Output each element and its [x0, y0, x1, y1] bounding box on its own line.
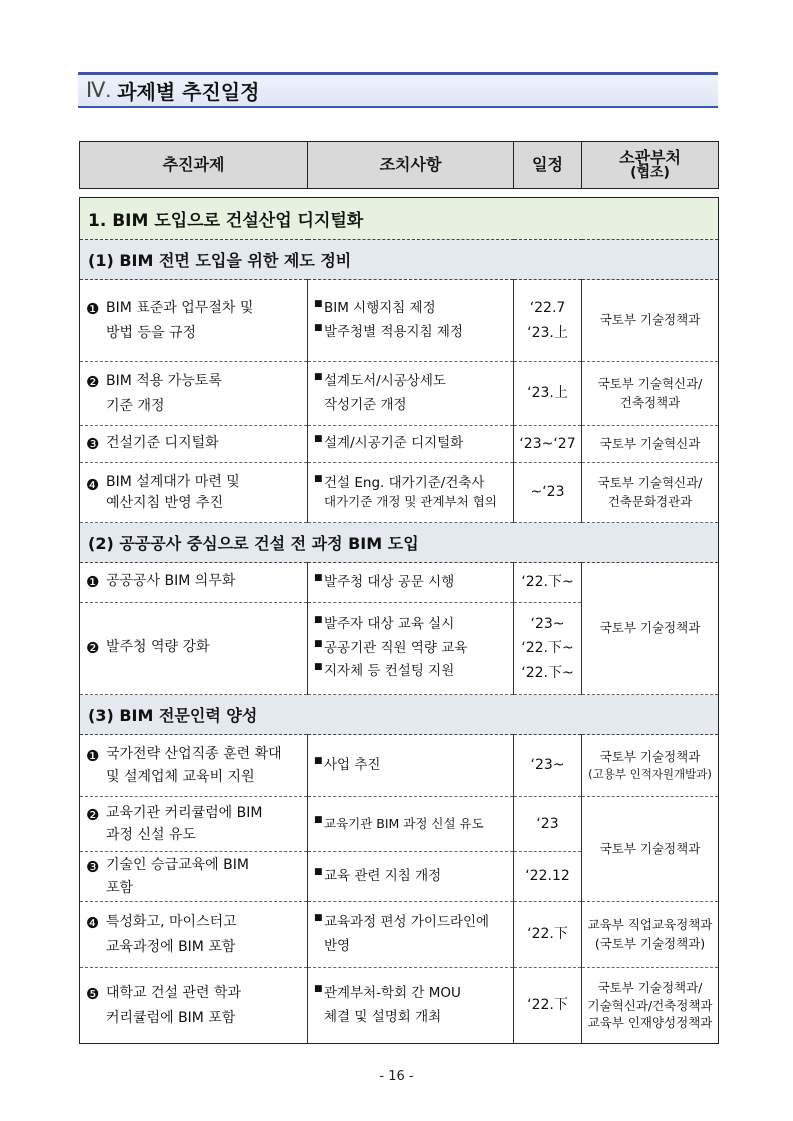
action-text: 건설 Eng. 대가기준/건축사 — [324, 475, 485, 491]
item-number-icon: ❶ — [86, 300, 100, 318]
schedule-table — [79, 141, 719, 1044]
schedule-text: ‘22.下~ — [521, 640, 574, 657]
dept-text: (고용부 인적자원개발과) — [588, 767, 712, 782]
header-dept-sub: (협조) — [630, 165, 670, 182]
schedule-text: ‘22.下~ — [514, 563, 582, 603]
header-dept-label: 소관부처 — [619, 147, 681, 167]
action-text: 발주청 대상 공문 시행 — [324, 573, 455, 590]
action-text: 사업 추진 — [324, 756, 381, 773]
item-number-icon: ❸ — [86, 434, 100, 453]
item-number-icon: ❹ — [86, 475, 100, 494]
task-text: BIM 설계대가 마련 및 — [106, 473, 240, 490]
bullet-icon: ■ — [314, 322, 323, 333]
task-text: 기준 개정 — [106, 397, 165, 414]
task-text: 예산지침 반영 추진 — [106, 494, 224, 511]
subsection-3-label: (3) BIM 전문인력 양성 — [80, 695, 719, 735]
action-text: 발주자 대상 교육 실시 — [324, 616, 455, 633]
schedule-text: ‘23 — [514, 797, 582, 852]
task-text: 커리큘럼에 BIM 포함 — [106, 1009, 236, 1026]
action-text: 대가기준 개정 및 관계부처 협의 — [324, 494, 497, 510]
schedule-text: ‘23~ — [530, 615, 565, 632]
header-action: 조치사항 — [308, 142, 514, 189]
dept-text: 국토부 기술정책과 — [582, 280, 719, 362]
bullet-icon: ■ — [314, 298, 323, 309]
dept-text: (국토부 기술정책과) — [594, 935, 706, 951]
bullet-icon: ■ — [314, 755, 323, 766]
bullet-icon: ■ — [314, 983, 323, 994]
task-text: 기술인 승급교육에 BIM — [106, 857, 249, 874]
task-text: 국가전략 산업직종 훈련 확대 — [106, 746, 282, 763]
action-text: 반영 — [324, 937, 351, 954]
table-row — [80, 463, 719, 523]
schedule-text: ‘23.上 — [514, 362, 582, 426]
item-number-icon: ❷ — [86, 639, 100, 658]
schedule-text: ‘22.下~ — [521, 664, 574, 681]
task-text: 대학교 건설 관련 학과 — [106, 985, 242, 1001]
header-dept — [582, 142, 719, 189]
dept-text: 국토부 기술정책과 — [582, 797, 719, 902]
schedule-text: ‘22.12 — [514, 852, 582, 902]
action-text: 관계부처-학회 간 MOU — [324, 984, 461, 1001]
action-text: 지자체 등 컨설팅 지원 — [324, 663, 455, 680]
title-box — [78, 75, 718, 108]
schedule-text: ‘23~‘27 — [514, 426, 582, 463]
subsection-2-label: (2) 공공공사 중심으로 건설 전 과정 BIM 도입 — [80, 523, 719, 563]
bullet-icon: ■ — [314, 474, 323, 484]
item-number-icon: ❶ — [86, 573, 100, 592]
task-text: BIM 표준과 업무절차 및 — [106, 300, 254, 316]
action-text: BIM 시행지침 제정 — [324, 299, 436, 316]
dept-text: 국토부 기술정책과 — [599, 749, 701, 765]
dept-text: 국토부 기술혁신과/ — [597, 475, 703, 491]
item-number-icon: ❺ — [86, 985, 100, 1003]
dept-text: 국토부 기술정책과 — [582, 563, 719, 695]
dept-text: 건축문화경관과 — [607, 493, 693, 509]
schedule-text: ‘22.下 — [514, 902, 582, 968]
header-task: 추진과제 — [80, 142, 308, 189]
bullet-icon: ■ — [314, 371, 323, 382]
table-row — [80, 563, 719, 603]
page-number: - 16 - — [379, 1069, 414, 1084]
table-row — [80, 280, 719, 362]
page-title: 과제별 추진일정 — [117, 80, 260, 104]
subsection-1-label: (1) BIM 전면 도입을 위한 제도 정비 — [80, 240, 719, 280]
dept-text: 교육부 직업교육정책과 — [587, 917, 713, 933]
subsection-2-row — [80, 523, 719, 563]
task-text: BIM 적용 가능토록 — [106, 373, 222, 389]
schedule-text: ‘22.下 — [514, 968, 582, 1044]
action-text: 발주청별 적용지침 제정 — [324, 323, 463, 340]
bullet-icon: ■ — [314, 572, 323, 583]
bullet-icon: ■ — [314, 434, 323, 445]
action-text: 설계도서/시공상세도 — [324, 372, 446, 389]
item-number-icon: ❸ — [86, 858, 100, 877]
bullet-icon: ■ — [314, 912, 323, 923]
section-title-bar — [78, 72, 718, 108]
dept-text: 교육부 인재양성정책과 — [587, 1015, 713, 1031]
dept-text: 건축정책과 — [619, 394, 681, 410]
bullet-icon: ■ — [314, 662, 323, 673]
schedule-text: ‘22.7 — [529, 300, 566, 316]
bullet-icon: ■ — [314, 866, 323, 877]
table-row — [80, 797, 719, 852]
bullet-icon: ■ — [314, 638, 323, 649]
subsection-1-row — [80, 240, 719, 280]
dept-text: 국토부 기술혁신과 — [582, 426, 719, 463]
schedule-text: ‘23~ — [514, 735, 582, 797]
schedule-text: ~‘23 — [514, 463, 582, 523]
task-text: 방법 등을 규정 — [106, 324, 197, 341]
task-text: 발주청 역량 강화 — [106, 639, 210, 656]
action-text: 교육과정 편성 가이드라인에 — [324, 913, 490, 930]
task-text: 교육기관 커리큘럼에 BIM — [106, 804, 263, 821]
dept-text: 국토부 기술혁신과/ — [597, 376, 703, 392]
item-number-icon: ❷ — [86, 373, 100, 391]
task-text: 및 설계업체 교육비 지원 — [106, 768, 255, 785]
bullet-icon: ■ — [314, 615, 323, 626]
item-number-icon: ❷ — [86, 805, 100, 824]
table-row — [80, 902, 719, 968]
title-number: Ⅳ. — [86, 79, 112, 102]
bullet-icon: ■ — [314, 815, 323, 826]
task-text: 교육과정에 BIM 포함 — [106, 938, 236, 955]
task-text: 과정 신설 유도 — [106, 827, 197, 843]
action-text: 설계/시공기준 디지털화 — [324, 435, 464, 452]
task-text: 포함 — [106, 879, 134, 896]
schedule-text: ‘23.上 — [527, 324, 568, 341]
table-row — [80, 968, 719, 1044]
table-row — [80, 735, 719, 797]
section-1-row — [80, 198, 719, 240]
header-schedule: 일정 — [514, 142, 582, 189]
action-text: 공공기관 직원 역량 교육 — [324, 639, 468, 656]
dept-text: 국토부 기술정책과/ — [597, 980, 703, 996]
action-text: 교육기관 BIM 과정 신설 유도 — [324, 816, 484, 832]
task-text: 특성화고, 마이스터고 — [106, 914, 237, 930]
task-text: 공공공사 BIM 의무화 — [106, 573, 236, 590]
dept-text: 기술혁신과/건축정책과 — [587, 997, 713, 1013]
action-text: 작성기준 개정 — [324, 396, 407, 413]
item-number-icon: ❶ — [86, 747, 100, 766]
section-1-label: 1. BIM 도입으로 건설산업 디지털화 — [80, 198, 719, 240]
task-text: 건설기준 디지털화 — [106, 434, 219, 451]
action-text: 교육 관련 지침 개정 — [324, 867, 442, 884]
subsection-3-row — [80, 695, 719, 735]
item-number-icon: ❹ — [86, 914, 100, 932]
table-header-row — [80, 142, 719, 189]
table-row — [80, 362, 719, 426]
action-text: 체결 및 설명회 개최 — [324, 1008, 442, 1025]
table-row — [80, 426, 719, 463]
